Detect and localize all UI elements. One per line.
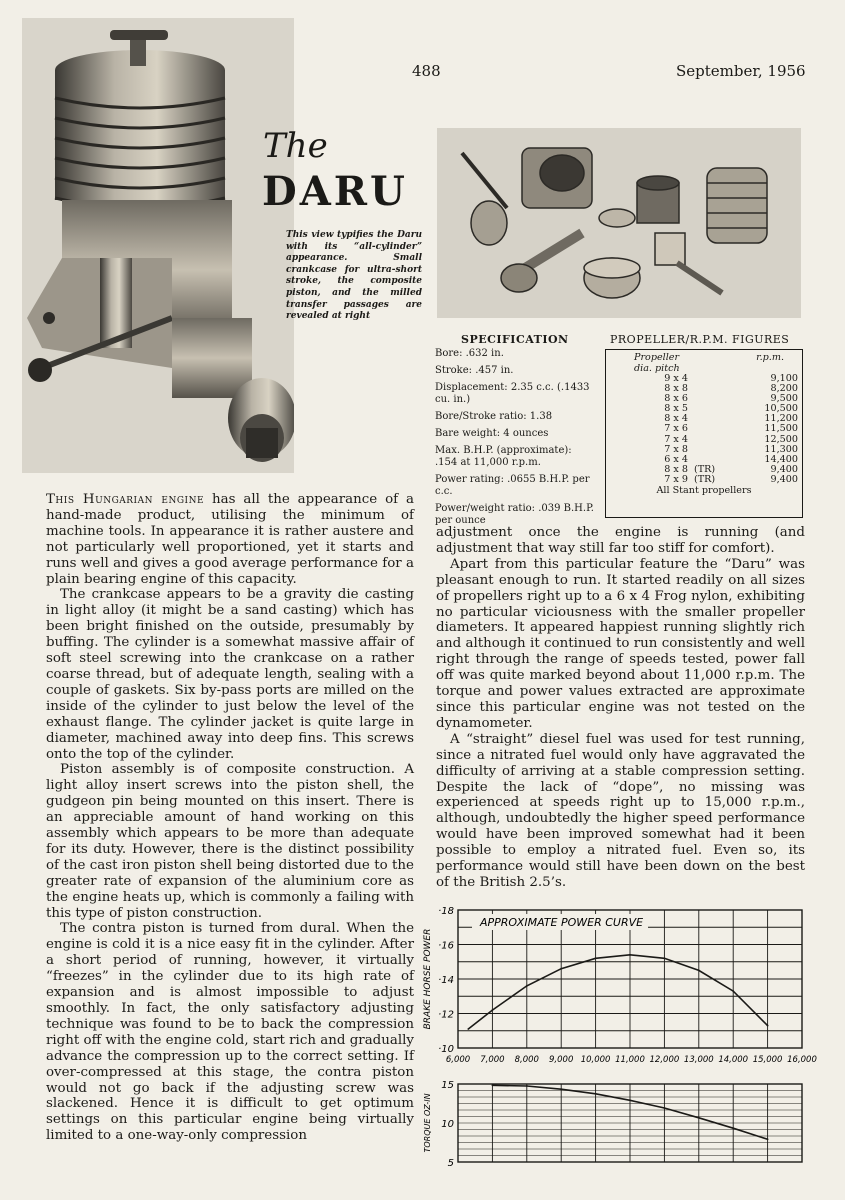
propeller-table — [605, 349, 803, 518]
data-point — [732, 1127, 734, 1129]
spec-power-rating: Power rating: .0655 B.H.P. per c.c. — [435, 474, 590, 497]
propeller-rpm: 9,400 — [770, 463, 798, 475]
data-point — [526, 1085, 528, 1087]
photo-caption: This view typifies the Daru with its “all-cylinder” appearance. Small crankcase for ultra-short stroke, the composite piston, and the milled transfer passages are revealed at right — [286, 230, 422, 322]
y-tick-label: ·18 — [438, 906, 454, 917]
propeller-table-heading: PROPELLER/R.P.M. FIGURES — [610, 333, 790, 346]
propeller-rpm: 12,500 — [764, 433, 798, 445]
propeller-note — [688, 394, 738, 404]
col-propeller: Propeller — [634, 352, 680, 363]
spec-bare-weight: Bare weight: 4 ounces — [435, 428, 549, 439]
propeller-table-header — [606, 350, 802, 374]
title-the: The — [263, 126, 328, 166]
propeller-note — [688, 435, 738, 445]
data-point — [629, 954, 631, 956]
x-tick-label: 11,000 — [615, 1055, 645, 1065]
data-point — [732, 990, 734, 992]
spec-power-weight: Power/weight ratio: .039 B.H.P. per ounce — [435, 503, 594, 526]
body-column-left — [46, 492, 414, 1144]
propeller-row — [606, 475, 802, 485]
paragraph-text: The contra piston is turned from dural. When the engine is cold it is a nice easy fit in the cylinder. After a short period of running, however, it virtually “freezes” in the cylinder due to its high rate of expansion and is almost impossible to adjust smoothly. In fact, the only satisfactory adjusting technique was found to be to back the compression right off with the engine cold, start rich and gradually advance the compression up to the correct setting. If over-compressed at this stage, the contra piston would not go back if the adjusting screw was slackened. Hence it is difficult to get optimum settings on this particular engine being virtually limited to a one-way-only compression — [46, 921, 414, 1144]
data-point — [664, 957, 666, 959]
lead-in: This Hungarian engine — [46, 492, 205, 507]
issue-date: September, 1956 — [676, 62, 806, 80]
data-point — [664, 1107, 666, 1109]
data-point — [767, 1025, 769, 1027]
propeller-note: (TR) — [694, 473, 716, 485]
x-tick-label: 8,000 — [514, 1055, 539, 1065]
x-tick-label: 9,000 — [549, 1055, 574, 1065]
propeller-note — [688, 384, 738, 394]
propeller-rpm: 11,200 — [764, 413, 798, 425]
y-tick-label: ·12 — [438, 1009, 454, 1021]
y-axis-label: BRAKE HORSE POWER — [423, 928, 433, 1030]
propeller-rpm: 10,500 — [764, 403, 798, 415]
body-paragraph: A “straight” diesel fuel was used for test running, since a nitrated fuel would only have aggravated the difficulty of arriving at a stable compression setting. Despite the lack of “dope”, no missing was experienced at speeds right up to 15,000 r.p.m., although, undoubtedly the higher speed performance would have been improved somewhat had it been possible to employ a nitrated fuel. Even so, its performance would still have been down on the best of the British 2.5’s. — [436, 731, 805, 890]
propeller-note — [688, 445, 738, 455]
y-tick-label: 10 — [441, 1119, 454, 1130]
propeller-rpm: 11,500 — [764, 423, 798, 435]
propeller-table-body — [606, 374, 802, 485]
paragraph-text: The crankcase appears to be a gravity die casting in light alloy (it might be a sand casting) which has been bright finished on the outside, presumably by buffing. The cylinder is a somewhat massive affair of soft steel screwing into the crankcase on a rather coarse thread, but of adequate length, sealing with a couple of gaskets. Six by-pass ports are milled on the inside of the cylinder to just below the level of the exhaust flange. The cylinder jacket is quite large in diameter, machined away into deep fins. This screws onto the top of the cylinder. — [46, 587, 414, 762]
paragraph-text: Piston assembly is of composite construction. A light alloy insert screws into the piston shell, the gudgeon pin being mounted on this insert. There is an appreciable amount of hand working on this assembly which appears to be more than adequate for its duty. However, there is the distinct possibility of the cast iron piston shell being distorted due to the greater rate of expansion of the aluminium core as the engine heats up, which is commonly a failing with this type of piston construction. — [46, 762, 414, 921]
title-daru: DARU — [262, 168, 408, 215]
propeller-rpm: 9,500 — [770, 393, 798, 405]
data-point — [595, 957, 597, 959]
propeller-size: 7 x 9 — [664, 473, 688, 485]
propeller-rpm: 9,400 — [770, 473, 798, 485]
x-tick-label: 12,000 — [649, 1055, 680, 1065]
data-point — [698, 1117, 700, 1119]
engine-parts-photo — [437, 128, 801, 318]
propeller-size: 7 x 6 — [664, 423, 688, 435]
col-dia-pitch: dia. pitch — [634, 363, 680, 374]
body-paragraph — [46, 587, 414, 762]
propeller-size: 8 x 6 — [664, 393, 688, 405]
propeller-size: 8 x 8 — [664, 463, 688, 475]
propeller-note — [688, 404, 738, 414]
propeller-note — [688, 414, 738, 424]
propeller-size: 8 x 8 — [664, 383, 688, 395]
page-number: 488 — [412, 62, 441, 80]
y-tick-label: ·14 — [438, 975, 454, 986]
propeller-rpm: 8,200 — [770, 383, 798, 395]
x-tick-label: 14,000 — [718, 1055, 749, 1065]
data-point — [492, 1009, 494, 1011]
spec-max-bhp: Max. B.H.P. (approximate): .154 at 11,000 r.p.m. — [435, 445, 572, 468]
propeller-size: 8 x 5 — [664, 403, 688, 415]
body-paragraph — [46, 921, 414, 1144]
propeller-rpm: 11,300 — [764, 443, 798, 455]
chart-title: APPROXIMATE POWER CURVE — [480, 916, 644, 929]
propeller-size: 6 x 4 — [664, 453, 688, 465]
data-point — [526, 985, 528, 987]
body-column-right — [436, 525, 805, 891]
data-point — [467, 1028, 469, 1030]
x-tick-label: 16,000 — [787, 1055, 817, 1065]
propeller-size: 8 x 4 — [664, 413, 688, 425]
paragraph-text: has all the appearance of a hand-made product, utilising the minimum of machine tools. In appearance it is rather austere and not particularly well proportioned, yet it starts and runs well and gives a good average performance for a plain bearing engine of this capacity. — [46, 492, 415, 587]
spec-stroke: Stroke: .457 in. — [435, 365, 514, 376]
body-paragraph — [46, 492, 414, 587]
power-curve-chart — [418, 905, 818, 1070]
data-point — [492, 1084, 494, 1086]
engine-photo — [22, 18, 294, 473]
y-tick-label: 5 — [447, 1158, 454, 1169]
x-tick-label: 10,000 — [580, 1055, 611, 1065]
propeller-size: 9 x 4 — [664, 373, 688, 384]
data-point — [595, 1093, 597, 1095]
torque-chart — [418, 1078, 818, 1170]
data-point — [767, 1138, 769, 1140]
x-tick-label: 7,000 — [480, 1055, 505, 1065]
x-tick-label: 13,000 — [683, 1055, 714, 1065]
x-tick-label: 6,000 — [445, 1055, 471, 1065]
propeller-table-footer: All Stant propellers — [656, 485, 752, 497]
data-point — [629, 1099, 631, 1101]
propeller-note — [688, 374, 738, 384]
propeller-note — [688, 424, 738, 434]
data-point — [560, 968, 562, 970]
y-tick-label: ·16 — [438, 940, 454, 952]
y-tick-label: ·10 — [438, 1044, 454, 1055]
specification-list — [435, 348, 595, 532]
data-series-line — [468, 955, 767, 1029]
propeller-rpm: 9,100 — [770, 373, 798, 384]
body-paragraph — [46, 762, 414, 921]
specification-heading: SPECIFICATION — [461, 333, 569, 346]
y-tick-label: 15 — [441, 1080, 454, 1091]
col-rpm: r.p.m. — [756, 352, 784, 363]
propeller-size: 7 x 8 — [664, 443, 688, 455]
data-point — [698, 969, 700, 971]
spec-bore: Bore: .632 in. — [435, 348, 504, 359]
spec-bore-stroke-ratio: Bore/Stroke ratio: 1.38 — [435, 411, 553, 422]
propeller-rpm: 14,400 — [764, 453, 798, 465]
x-tick-label: 15,000 — [752, 1055, 783, 1065]
body-paragraph: Apart from this particular feature the “Daru” was pleasant enough to run. It started readily on all sizes of propellers right up to a 6 x 4 Frog nylon, exhibiting no particular viciousness with the smaller propeller diameters. It appeared happiest running slightly rich and although it continued to run consistently and well right through the range of speeds tested, power fall off was quite marked beyond about 11,000 r.p.m. The torque and power values extracted are approximate since this particular engine was not tested on the dynamometer. — [436, 556, 805, 731]
body-paragraph: adjustment once the engine is running (and adjustment that way still far too stiff for comfort). — [436, 525, 805, 556]
propeller-note: (TR) — [694, 463, 716, 475]
y-axis-label: TORQUE OZ-IN — [423, 1093, 432, 1153]
data-point — [560, 1088, 562, 1090]
propeller-size: 7 x 4 — [664, 433, 688, 445]
spec-displacement: Displacement: 2.35 c.c. (.1433 cu. in.) — [435, 382, 590, 405]
